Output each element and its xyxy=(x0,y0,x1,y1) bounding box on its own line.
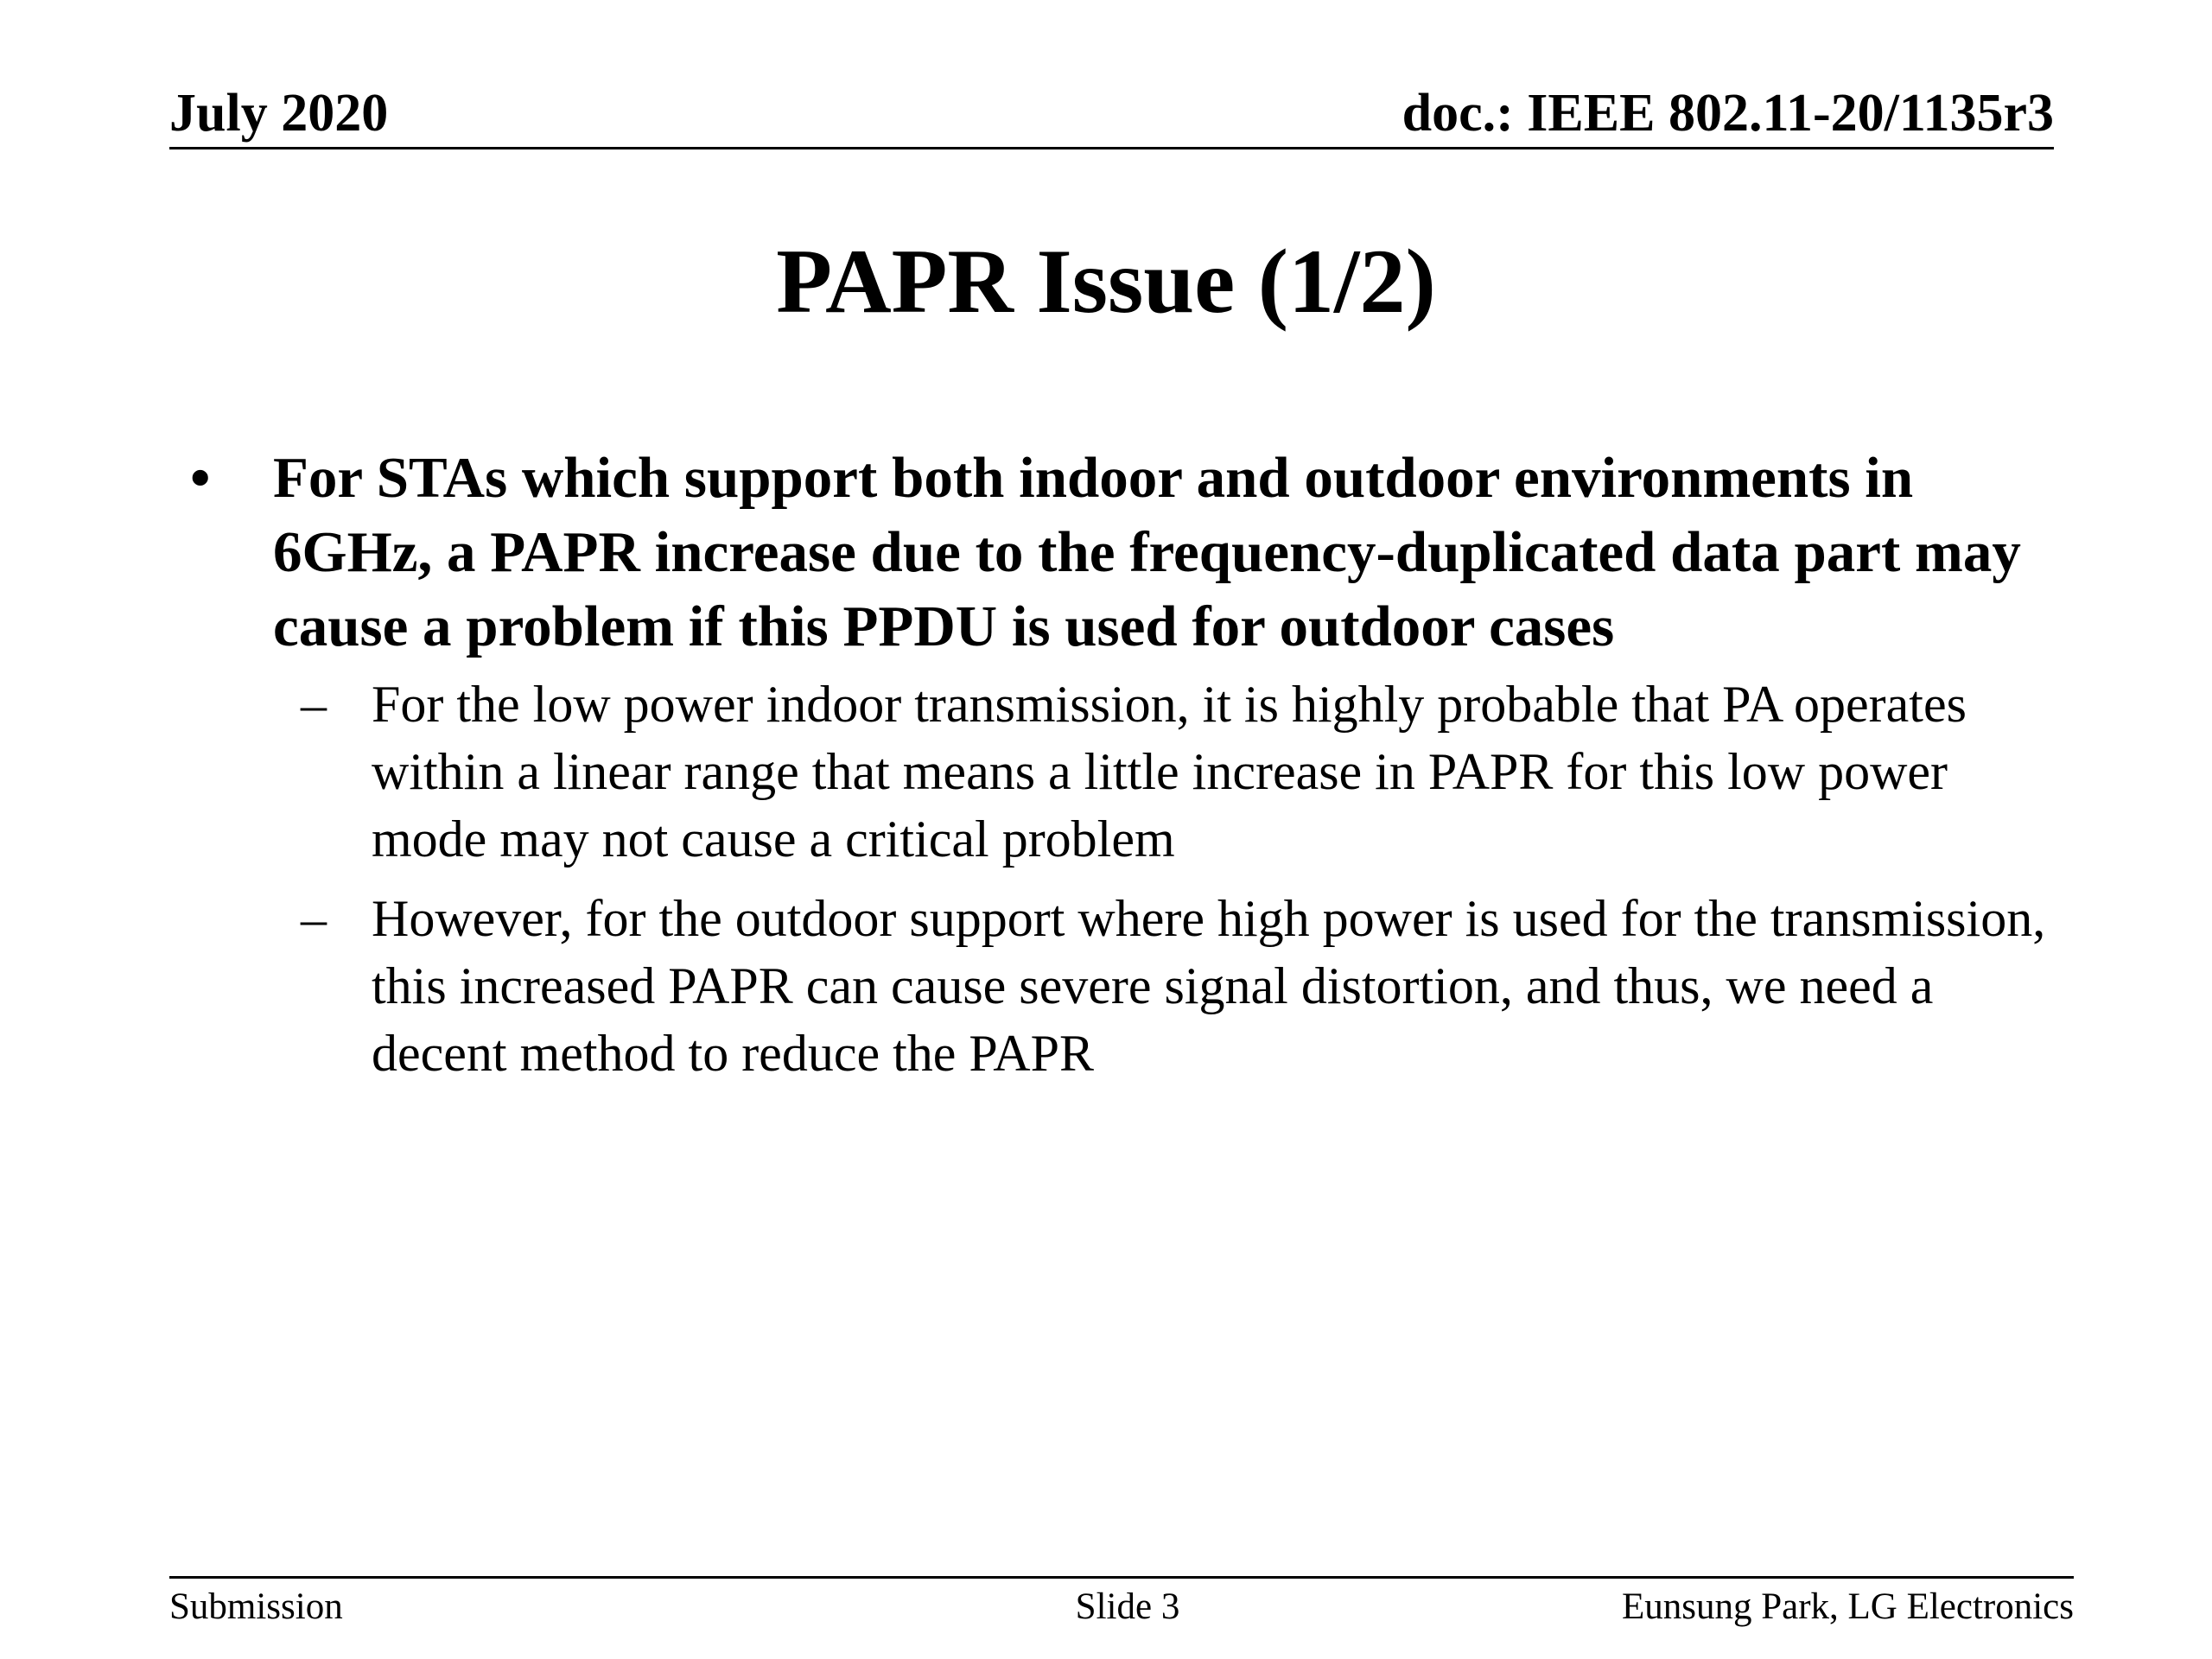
slide-body xyxy=(169,441,2053,1099)
bullet-marker: • xyxy=(190,446,211,510)
header-doc-id: doc.: IEEE 802.11-20/1135r3 xyxy=(1402,84,2054,143)
slide-title: PAPR Issue (1/2) xyxy=(776,231,1436,332)
sub-bullet-list xyxy=(169,671,2053,1087)
footer-submission: Submission xyxy=(169,1586,343,1627)
footer-divider xyxy=(169,1576,2074,1579)
sub-bullet-text: However, for the outdoor support where high power is used for the transmission, this increased PAPR can cause severe signal distortion, and thus, we need a decent method to reduce the PAPR xyxy=(372,890,2046,1082)
sub-bullet-text: For the low power indoor transmission, it is highly probable that PA operates within a linear range that means a little increase in PAPR for this low power mode may not cause a critical problem xyxy=(372,676,1967,868)
sub-bullet-marker: – xyxy=(301,676,327,733)
sub-bullet-marker: – xyxy=(301,890,327,947)
bullet-level-1 xyxy=(169,441,2053,664)
header-date: July 2020 xyxy=(169,84,389,143)
footer-author: Eunsung Park, LG Electronics xyxy=(1621,1586,2074,1627)
bullet-level-2 xyxy=(169,671,2053,873)
bullet-text: For STAs which support both indoor and outdoor environments in 6GHz, a PAPR increase due to the frequency-duplicated data part may cause a problem if this PPDU is used for outdoor cases xyxy=(273,446,2021,658)
header-divider xyxy=(169,147,2054,149)
bullet-level-2 xyxy=(169,885,2053,1087)
footer-slide-number: Slide 3 xyxy=(1075,1586,1180,1627)
